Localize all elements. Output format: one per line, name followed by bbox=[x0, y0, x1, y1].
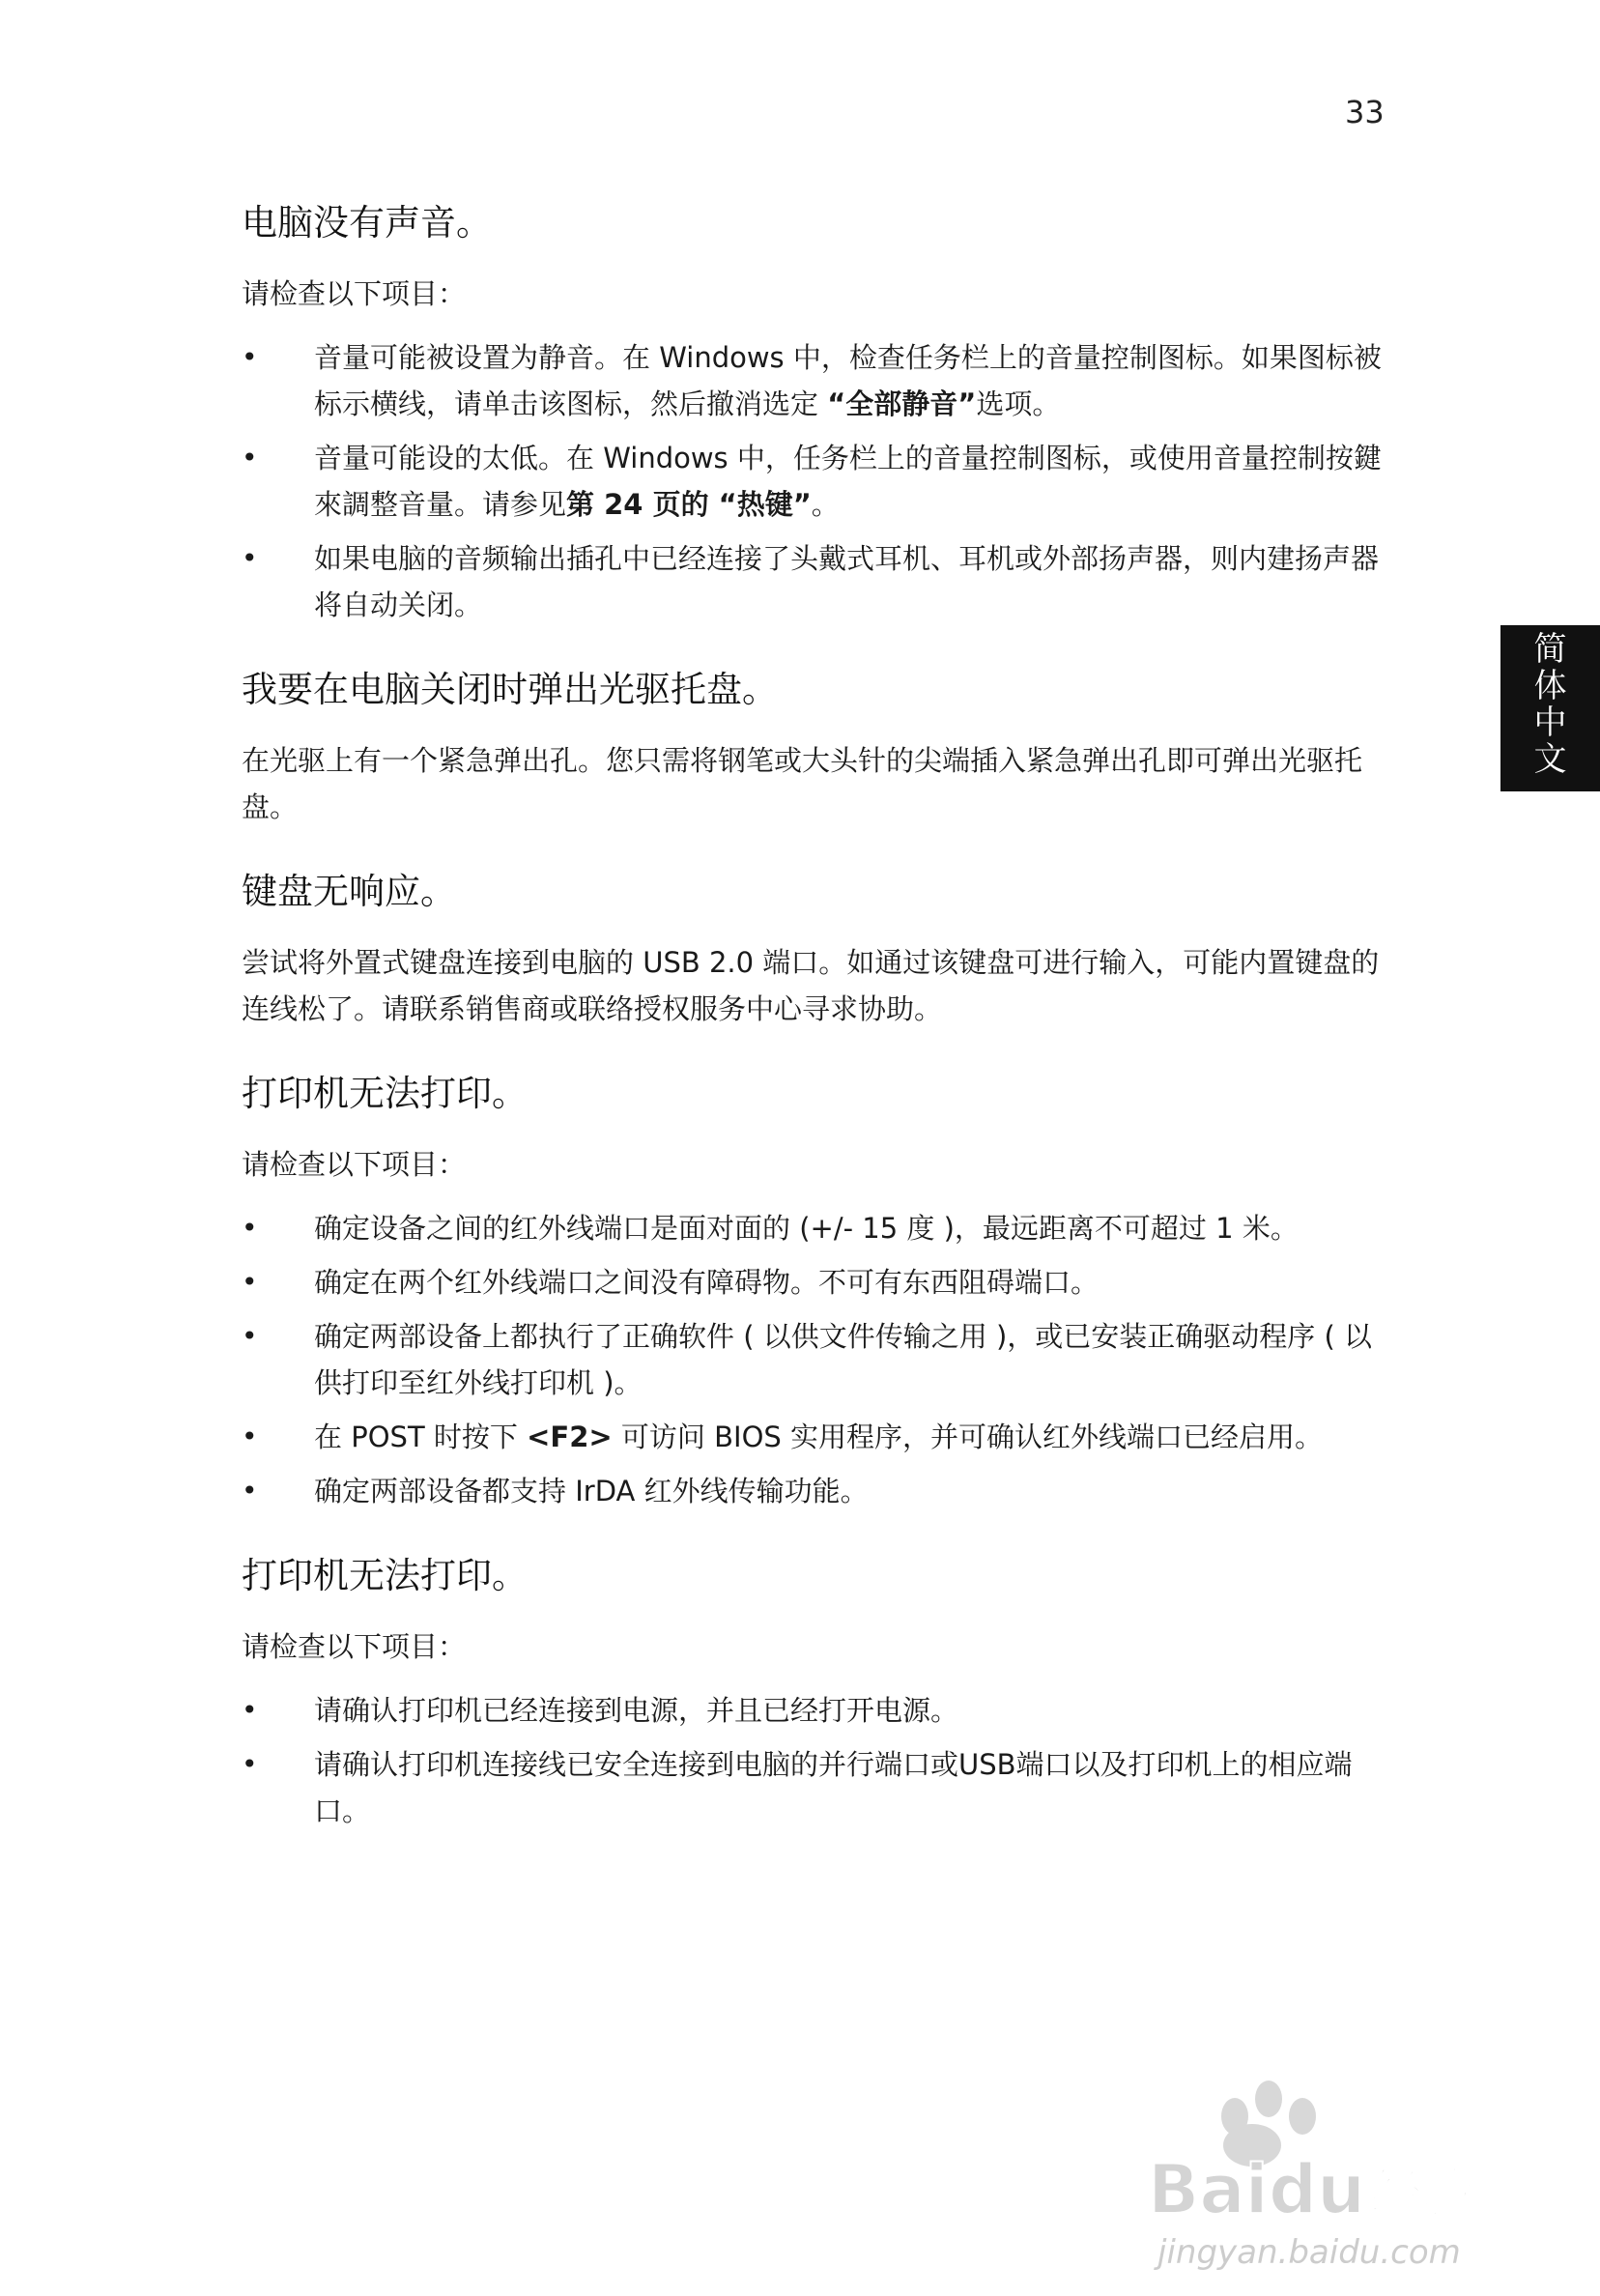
document-body bbox=[242, 198, 1391, 1871]
bullet-icon: • bbox=[242, 1475, 258, 1507]
list-item bbox=[242, 1414, 1391, 1460]
bold-text: “全部静音” bbox=[827, 387, 977, 420]
list-item bbox=[242, 1687, 1391, 1734]
bullet-list bbox=[242, 334, 1391, 628]
section bbox=[242, 867, 1391, 1032]
text-run: 可访问 BIOS 实用程序，并可确认红外线端口已经启用。 bbox=[612, 1421, 1324, 1453]
section bbox=[242, 1551, 1391, 1834]
text-run: 确定设备之间的红外线端口是面对面的 (+/- 15 度 )，最远距离不可超过 1 米。 bbox=[314, 1212, 1299, 1245]
list-item bbox=[242, 1259, 1391, 1306]
text-run: 音量可能被设置为静音。在 Windows 中，检查任务栏上的音量控制图标。如果图标被标示横线，请单击该图标，然后撤消选定 bbox=[314, 341, 1382, 420]
bullet-icon: • bbox=[242, 442, 258, 474]
section-intro: 请检查以下项目： bbox=[242, 1630, 467, 1663]
bullet-icon: • bbox=[242, 542, 258, 574]
text-run: 在 POST 时按下 bbox=[314, 1421, 528, 1453]
text-run: 确定两部设备上都执行了正确软件 ( 以供文件传输之用 )，或已安装正确驱动程序 ( 以供打印至红外线打印机 )。 bbox=[314, 1320, 1373, 1399]
list-item bbox=[242, 535, 1391, 628]
bullet-icon: • bbox=[242, 1694, 258, 1726]
svg-text:经验: 经验 bbox=[1370, 2163, 1474, 2224]
section bbox=[242, 1069, 1391, 1514]
list-item bbox=[242, 1205, 1391, 1251]
language-tab bbox=[1500, 625, 1600, 791]
text-run: 选项。 bbox=[976, 387, 1061, 420]
text-run: 确定在两个红外线端口之间没有障碍物。不可有东西阻碍端口。 bbox=[314, 1266, 1100, 1299]
list-item bbox=[242, 435, 1391, 528]
bullet-icon: • bbox=[242, 1320, 258, 1352]
section bbox=[242, 665, 1391, 830]
list-item bbox=[242, 334, 1391, 427]
bold-text: 第 24 页的 “热键” bbox=[566, 488, 812, 521]
bullet-icon: • bbox=[242, 1748, 258, 1780]
bullet-list bbox=[242, 1687, 1391, 1834]
svg-text:Bai: Bai bbox=[1148, 2150, 1269, 2229]
text-run: 音量可能设的太低。在 Windows 中，任务栏上的音量控制图标，或使用音量控制按鍵來調整音量。请参见 bbox=[314, 442, 1382, 521]
list-item bbox=[242, 1468, 1391, 1514]
section-heading: 打印机无法打印。 bbox=[242, 1073, 528, 1114]
section-body: 尝试将外置式键盘连接到电脑的 USB 2.0 端口。如通过该键盘可进行输入，可能内置键盘的连线松了。请联系销售商或联络授权服务中心寻求协助。 bbox=[242, 946, 1380, 1025]
svg-text:jingyan.baidu.com: jingyan.baidu.com bbox=[1157, 2233, 1461, 2272]
language-tab-char: 简 bbox=[1533, 630, 1567, 669]
section-heading: 我要在电脑关闭时弹出光驱托盘。 bbox=[242, 669, 778, 710]
section-heading: 电脑没有声音。 bbox=[242, 202, 492, 244]
bold-text: <F2> bbox=[527, 1421, 613, 1453]
section-intro: 请检查以下项目： bbox=[242, 277, 467, 310]
bullet-icon: • bbox=[242, 1212, 258, 1244]
text-run: 请确认打印机连接线已安全连接到电脑的并行端口或USB端口以及打印机上的相应端口。 bbox=[314, 1748, 1353, 1827]
section-heading: 打印机无法打印。 bbox=[242, 1555, 528, 1596]
section bbox=[242, 198, 1391, 628]
text-run: 请确认打印机已经连接到电源，并且已经打开电源。 bbox=[314, 1694, 959, 1727]
list-item bbox=[242, 1741, 1391, 1834]
text-run: 。 bbox=[811, 488, 840, 521]
language-tab-char: 中 bbox=[1533, 703, 1567, 742]
bullet-icon: • bbox=[242, 341, 258, 373]
baidu-jingyan-watermark bbox=[1138, 2049, 1505, 2281]
section-intro: 请检查以下项目： bbox=[242, 1148, 467, 1181]
bullet-icon: • bbox=[242, 1421, 258, 1452]
text-run: 确定两部设备都支持 IrDA 红外线传输功能。 bbox=[314, 1475, 869, 1507]
section-body: 在光驱上有一个紧急弹出孔。您只需将钢笔或大头针的尖端插入紧急弹出孔即可弹出光驱托盘。 bbox=[242, 744, 1363, 823]
bullet-icon: • bbox=[242, 1266, 258, 1298]
section-heading: 键盘无响应。 bbox=[242, 871, 456, 912]
language-tab-char: 体 bbox=[1533, 667, 1567, 705]
text-run: 如果电脑的音频输出插孔中已经连接了头戴式耳机、耳机或外部扬声器，则内建扬声器将自动关闭。 bbox=[314, 542, 1380, 621]
svg-text:du: du bbox=[1269, 2150, 1365, 2229]
list-item bbox=[242, 1313, 1391, 1406]
bullet-list bbox=[242, 1205, 1391, 1514]
page-number: 33 bbox=[1345, 94, 1385, 130]
language-tab-char: 文 bbox=[1533, 740, 1567, 779]
